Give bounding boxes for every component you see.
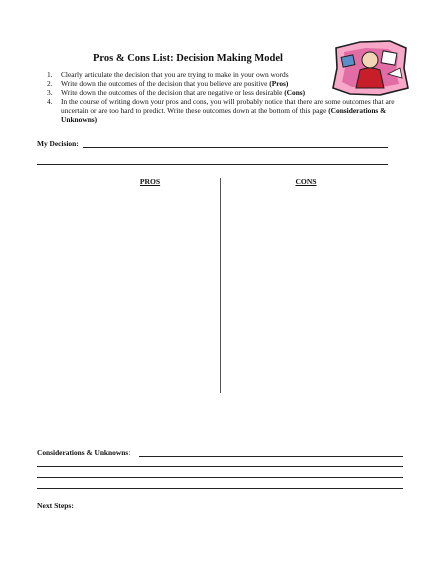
considerations-line[interactable] — [37, 477, 403, 478]
instructions-list — [47, 70, 407, 124]
list-item — [47, 88, 407, 97]
cons-writing-area[interactable] — [224, 190, 404, 390]
column-divider — [220, 178, 221, 393]
list-number: 1. — [47, 70, 53, 79]
instruction-emphasis: (Pros) — [269, 79, 289, 88]
instruction-emphasis: (Cons) — [284, 88, 306, 97]
list-item — [47, 70, 407, 79]
instruction-emphasis: (Considerations & Unknowns) — [61, 106, 387, 124]
list-item — [47, 79, 407, 88]
list-number: 2. — [47, 79, 53, 88]
page-title: Pros & Cons List: Decision Making Model — [93, 53, 283, 64]
my-decision-label: My Decision: — [37, 139, 79, 148]
considerations-label-text: Considerations & Unknowns — [37, 448, 129, 457]
decision-line[interactable] — [83, 147, 388, 148]
cons-heading: CONS — [295, 177, 317, 186]
instruction-text: Clearly articulate the decision that you are trying to make in your own words — [61, 70, 289, 79]
list-item — [47, 97, 407, 124]
list-number: 3. — [47, 88, 53, 97]
next-steps-label: Next Steps: — [37, 501, 74, 510]
considerations-colon: : — [128, 448, 131, 457]
list-number: 4. — [47, 97, 53, 106]
decision-line[interactable] — [37, 164, 388, 165]
considerations-line[interactable] — [37, 466, 403, 467]
instruction-text: Write down the outcomes of the decision that are negative or less desirable — [61, 88, 285, 97]
pros-writing-area[interactable] — [37, 190, 217, 390]
pros-heading: PROS — [139, 177, 161, 186]
considerations-label — [37, 448, 130, 457]
considerations-line[interactable] — [37, 488, 403, 489]
instruction-text: Write down the outcomes of the decision that you believe are positive — [61, 79, 270, 88]
considerations-line[interactable] — [139, 456, 403, 457]
instruction-text: In the course of writing down your pros and cons, you will probably notice that there are some outcomes that are uncertain or are too hard to predict. Write these outcomes down at the bottom of this page — [61, 97, 395, 115]
